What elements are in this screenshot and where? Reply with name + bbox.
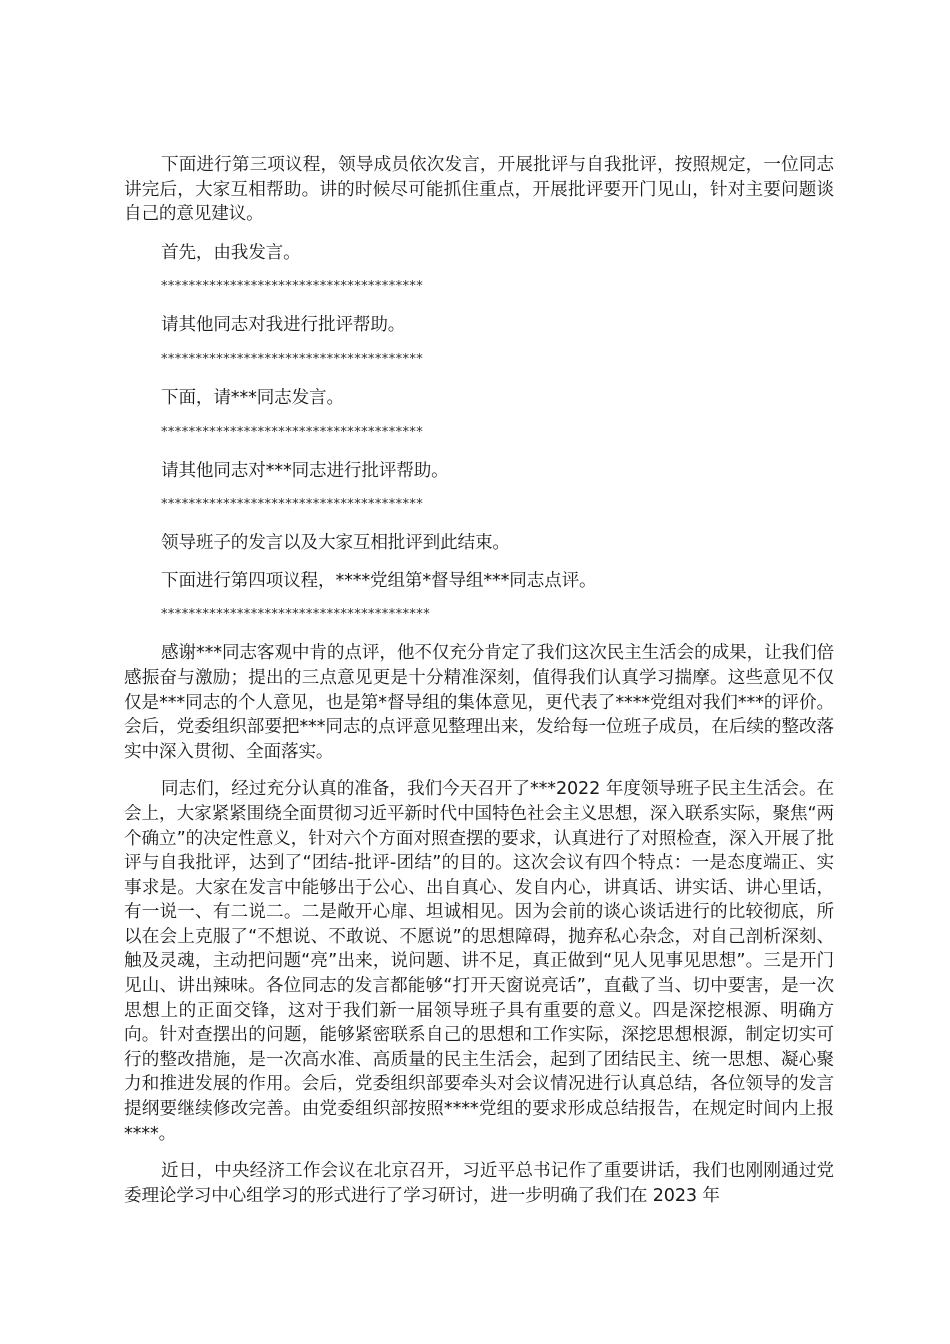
paragraph-agenda-three: 下面进行第三项议程，领导成员依次发言，开展批评与自我批评，按照规定，一位同志讲完后，大家互相帮助。讲的时候尽可能抓住重点，开展批评要开门见山，针对主要问题谈自己的意见建议。 xyxy=(124,155,834,225)
separator-placeholder: ************************************** xyxy=(161,351,424,367)
separator-placeholder: ************************************** xyxy=(161,279,424,295)
paragraph-agenda-four: 下面进行第四项议程，****党组第*督导组***同志点评。 xyxy=(161,570,597,591)
paragraph-request-criticism-other: 请其他同志对***同志进行批评帮助。 xyxy=(161,460,449,481)
document-body xyxy=(124,153,834,1221)
separator-placeholder: ************************************** xyxy=(161,497,424,513)
separator-placeholder: *************************************** xyxy=(161,607,431,623)
paragraph-thanks-review: 感谢***同志客观中肯的点评，他不仅充分肯定了我们这次民主生活会的成果，让我们倍感振奋与激励；提出的三点意见更是十分精准深刻，值得我们认真学习揣摩。这些意见不仅仅是***同志的个人意见，也是第*督导组的集体意见，更代表了****党组对我们***的评价。会后，党委组织部要把***同志的点评意见整理出来，发给每一位班子成员，在后续的整改落实中深入贯彻、全面落实。 xyxy=(124,643,834,762)
paragraph-economic-conference: 近日，中央经济工作会议在北京召开，习近平总书记作了重要讲话，我们也刚刚通过党委理论学习中心组学习的形式进行了学习研讨，进一步明确了我们在 2023 年 xyxy=(124,1161,834,1206)
paragraph-next-speaker: 下面，请***同志发言。 xyxy=(161,387,344,408)
paragraph-request-criticism-me: 请其他同志对我进行批评帮助。 xyxy=(161,315,406,336)
paragraph-meeting-summary: 同志们，经过充分认真的准备，我们今天召开了***2022 年度领导班子民主生活会。在会上，大家紧紧围绕全面贯彻习近平新时代中国特色社会主义思想，深入联系实际，聚焦“两个确立”的决定性意义，针对六个方面对照查摆的要求，认真进行了对照检查，深入开展了批评与自我批评，达到了“团结-批评-团结”的目的。这次会议有四个特点：一是态度端正、实事求是。大家在发言中能够出于公心、出自真心、发自内心，讲真话、讲实话、讲心里话，有一说一、有二说二。二是敞开心扉、坦诚相见。因为会前的谈心谈话进行的比较彻底，所以在会上克服了“不想说、不敢说、不愿说”的思想障碍，抛弃私心杂念，对自己剖析深刻、触及灵魂，主动把问题“亮”出来，说问题、讲不足，真正做到“见人见事见思想”。三是开门见山、讲出辣味。各位同志的发言都能够“打开天窗说亮话”，直截了当、切中要害，是一次思想上的正面交锋，这对于我们新一届领导班子具有重要的意义。四是深挖根源、明确方向。针对查摆出的问题，能够紧密联系自己的思想和工作实际，深挖思想根源，制定切实可行的整改措施，是一次高水准、高质量的民主生活会，起到了团结民主、统一思想、凝心聚力和推进发展的作用。会后，党委组织部要牵头对会议情况进行认真总结，各位领导的发言提纲要继续修改完善。由党委组织部按照****党组的要求形成总结报告，在规定时间内上报****。 xyxy=(124,779,834,1144)
paragraph-self-speech: 首先，由我发言。 xyxy=(161,242,301,263)
separator-placeholder: ************************************** xyxy=(161,424,424,440)
paragraph-speeches-end: 领导班子的发言以及大家互相批评到此结束。 xyxy=(161,533,510,554)
